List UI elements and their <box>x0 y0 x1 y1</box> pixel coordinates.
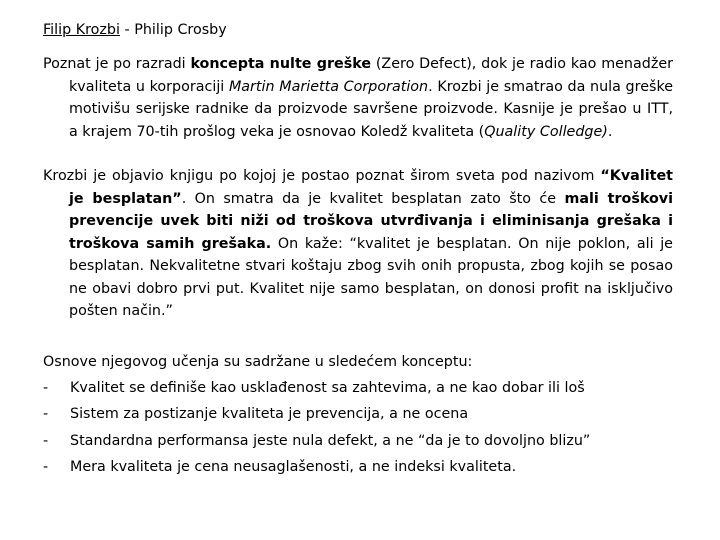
bold-text: mali troškovi prevencije uvek biti niži od troškova utvrđivanja i eliminisanja grešaka i troškova samih grešaka. <box>69 190 673 252</box>
list-item-text: Mera kvaliteta je cena neusaglašenosti, a ne indeksi kvaliteta. <box>70 459 517 475</box>
text-run: . On smatra da je kvalitet besplatan zato što će <box>181 190 565 207</box>
text-run: (Zero Defect), dok je radio kao menadžer kvaliteta u korporaciji <box>69 56 673 95</box>
bullet-dash: - <box>43 432 49 449</box>
title-separator: - <box>119 22 135 38</box>
text-run: Poznat je po razradi <box>43 56 191 72</box>
list-item-text: Standardna performansa jeste nula defekt, a ne “da je to dovoljno blizu” <box>70 432 591 449</box>
list-item <box>43 454 673 481</box>
paragraph-zero-defect <box>43 53 673 143</box>
italic-text: Martin Marietta Corporation <box>228 78 429 95</box>
list-item <box>43 375 673 402</box>
list-item-text: Sistem za postizanje kvaliteta je prevencija, a ne ocena <box>70 406 469 422</box>
title-name-underlined: Filip Krozbi <box>43 22 120 38</box>
list-item <box>43 428 673 455</box>
title-original-name: Philip Crosby <box>134 22 227 38</box>
text-run: . Krozbi je smatrao da nula greške motivišu serijske radnike da proizvode savršene proizvode. Kasnije je prešao u ITT, a krajem 70-tih prošlog veka je osnovao Koledž kvaliteta ( <box>69 78 674 140</box>
bullet-dash: - <box>43 406 49 422</box>
list-heading: Osnove njegovog učenja su sadržane u sledećem konceptu: <box>43 353 473 370</box>
list-item-text: Kvalitet se definiše kao usklađenost sa zahtevima, a ne kao dobar ili loš <box>70 379 585 396</box>
list-item <box>43 401 673 428</box>
text-run: On kaže: “kvalitet je besplatan. On nije poklon, ali je besplatan. Nekvalitetne stvari koštaju zbog svih onih propusta, zbog kojih se posao ne obavi dobro prvi put. Kvalitet nije samo besplatan, on donosi profit na isključivo pošten način.” <box>69 235 673 319</box>
concept-list <box>43 375 673 481</box>
italic-text: Quality Colledge) <box>484 123 608 140</box>
bold-text: “Kvalitet je besplatan” <box>69 168 673 207</box>
bullet-dash: - <box>43 379 49 396</box>
section-title <box>43 18 673 42</box>
paragraph-quality-is-free <box>43 165 673 323</box>
document-page <box>43 18 673 481</box>
text-run: . <box>607 123 613 140</box>
bold-text: koncepta nulte greške <box>190 56 372 72</box>
text-run: Krozbi je objavio knjigu po kojoj je postao poznat širom sveta pod nazivom <box>43 168 601 184</box>
bullet-dash: - <box>43 459 49 475</box>
